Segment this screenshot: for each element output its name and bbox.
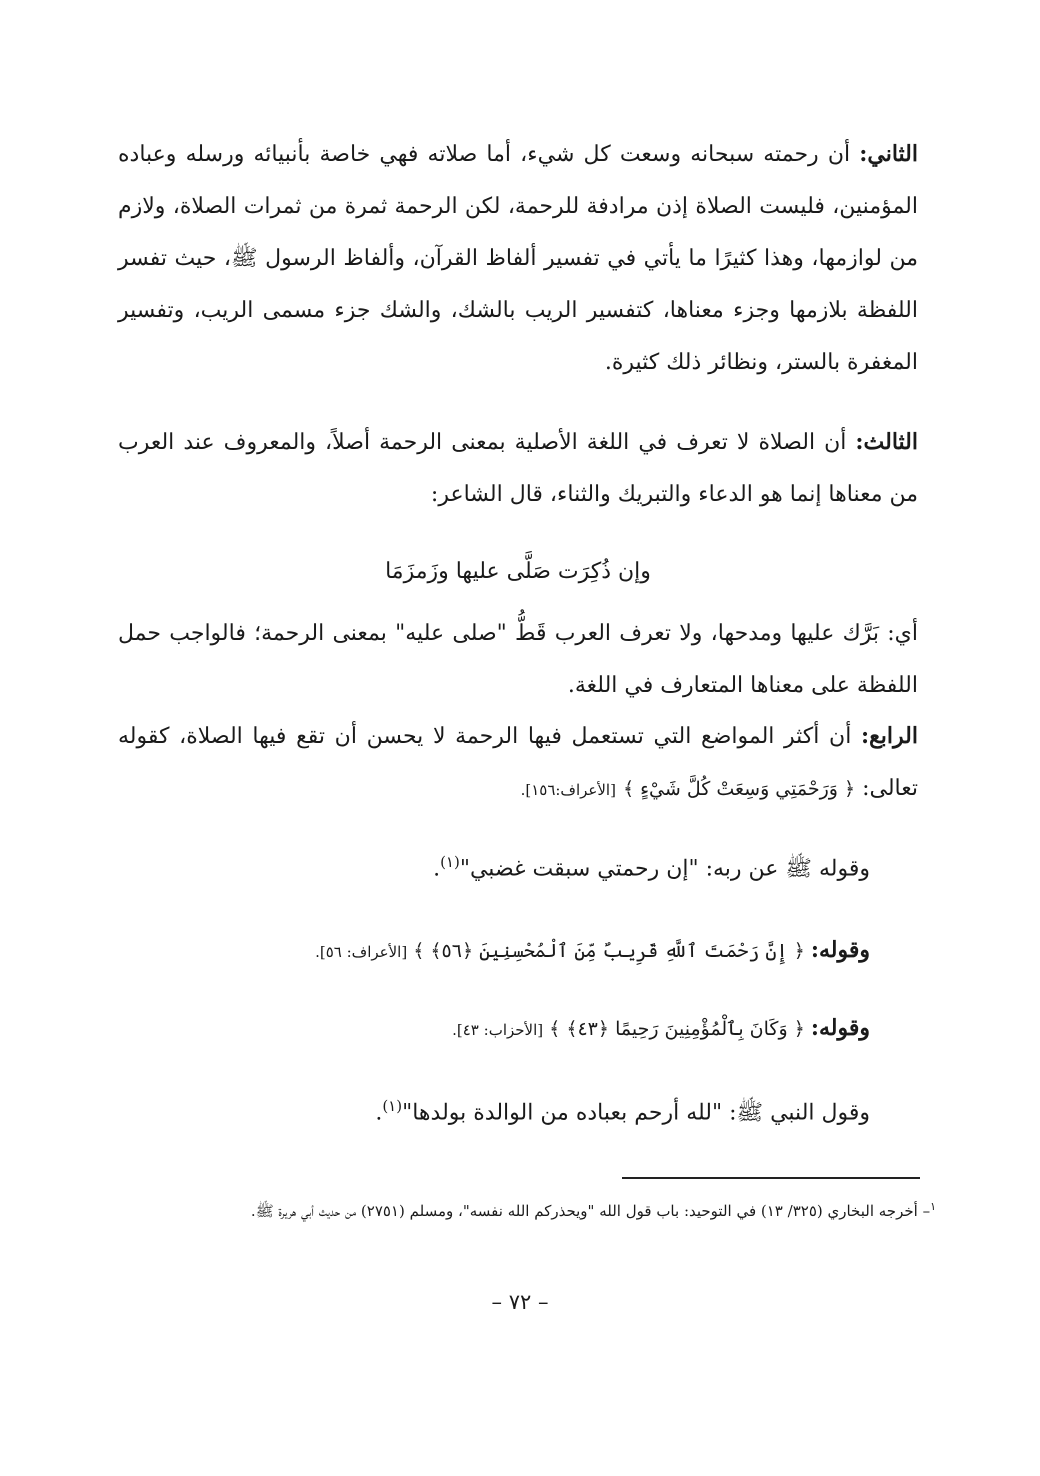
footnote (118, 1190, 936, 1228)
quran-verse: ﴿ وَرَحْمَتِي وَسِعَتْ كُلَّ شَيْءٍ ﴾ (622, 778, 856, 800)
footnote-number: ١ (930, 1200, 936, 1213)
hadith-line-1 (118, 836, 870, 895)
paragraph-body: أن الصلاة لا تعرف في اللغة الأصلية بمعنى الرحمة أصلاً، والمعروف عند العرب من معناها إنما هو الدعاء والتبريك والثناء، قال الشاعر: (118, 430, 918, 507)
paragraph-lead: الرابع: (860, 723, 918, 749)
hadith-text: وقوله ﷺ عن ربه: "إن رحمتي سبقت غضبي" (459, 856, 870, 882)
quran-verse: ﴿ وَكَانَ بِٱلْمُؤْمِنِينَ رَحِيمًا ﴿٤٣﴾ ﴾ (543, 1018, 811, 1040)
quran-line-2 (118, 924, 870, 978)
footnote-mark: (١) (382, 1097, 403, 1115)
verse-reference: [الأعراف: ٥٦]. (315, 943, 408, 961)
verse-reference: [الأعراف:١٥٦]. (520, 781, 616, 799)
footnote-text: – أخرجه البخاري (٣٢٥/ ١٣) في التوحيد: باب قول الله "ويحذركم الله نفسه"، ومسلم (٢٧٥١) من حديث أبي هريرة ﷺ. (250, 1202, 931, 1220)
paragraph-body: أن رحمته سبحانه وسعت كل شيء، أما صلاته فهي خاصة بأنبيائه ورسله وعباده المؤمنين، فليست الصلاة إذن مرادفة للرحمة، لكن الرحمة ثمرة من ثمرات الصلاة، ولازم من لوازمها، وهذا كثيرًا ما يأتي في تفسير ألفاظ القرآن، وألفاظ الرسول ﷺ، حيث تفسر اللفظة بلازمها وجزء معناها، كتفسير الريب بالشك، والشك جزء مسمى الريب، وتفسير المغفرة بالستر، ونظائر ذلك كثيرة. (118, 142, 918, 375)
paragraph-second-point (118, 128, 918, 389)
poem-line: وإن ذُكِرَت صَلَّى عليها وزَمزَمَا (385, 559, 651, 584)
paragraph-fourth-point (118, 710, 918, 816)
paragraph-body: أن أكثر المواضع التي تستعمل فيها الرحمة لا يحسن أن تقع فيها الصلاة، كقوله تعالى: (118, 724, 918, 801)
line-end: . (433, 856, 441, 882)
paragraph-lead: الثالث: (855, 429, 918, 455)
quran-line-3 (118, 1002, 870, 1056)
paragraph-third-point (118, 416, 918, 521)
paragraph-explanation: أي: بَرَّك عليها ومدحها، ولا تعرف العرب قَطُّ "صلى عليه" بمعنى الرحمة؛ فالواجب حمل اللفظة على معناها المتعارف في اللغة. (118, 621, 918, 698)
verse-reference: [الأحزاب: ٤٣]. (452, 1021, 544, 1039)
hadith-line-4 (118, 1080, 870, 1139)
footnote-separator (622, 1177, 920, 1179)
quran-verse: ﴿ إِنَّ رَحْمَتَ ٱللَّهِ قَرِيبٌ مِّنَ ٱلْمُحْسِنِينَ ﴿٥٦﴾ ﴾ (407, 940, 811, 962)
line-lead: وقوله: (810, 937, 870, 963)
footnote-mark: (١) (440, 853, 460, 871)
paragraph-lead: الثاني: (859, 141, 918, 167)
line-end: . (375, 1100, 383, 1126)
line-lead: وقوله: (810, 1015, 870, 1041)
page-number: – ٧٢ – (491, 1290, 549, 1314)
hadith-text: وقول النبي ﷺ: "لله أرحم بعباده من الوالدة بولدها" (402, 1100, 870, 1126)
